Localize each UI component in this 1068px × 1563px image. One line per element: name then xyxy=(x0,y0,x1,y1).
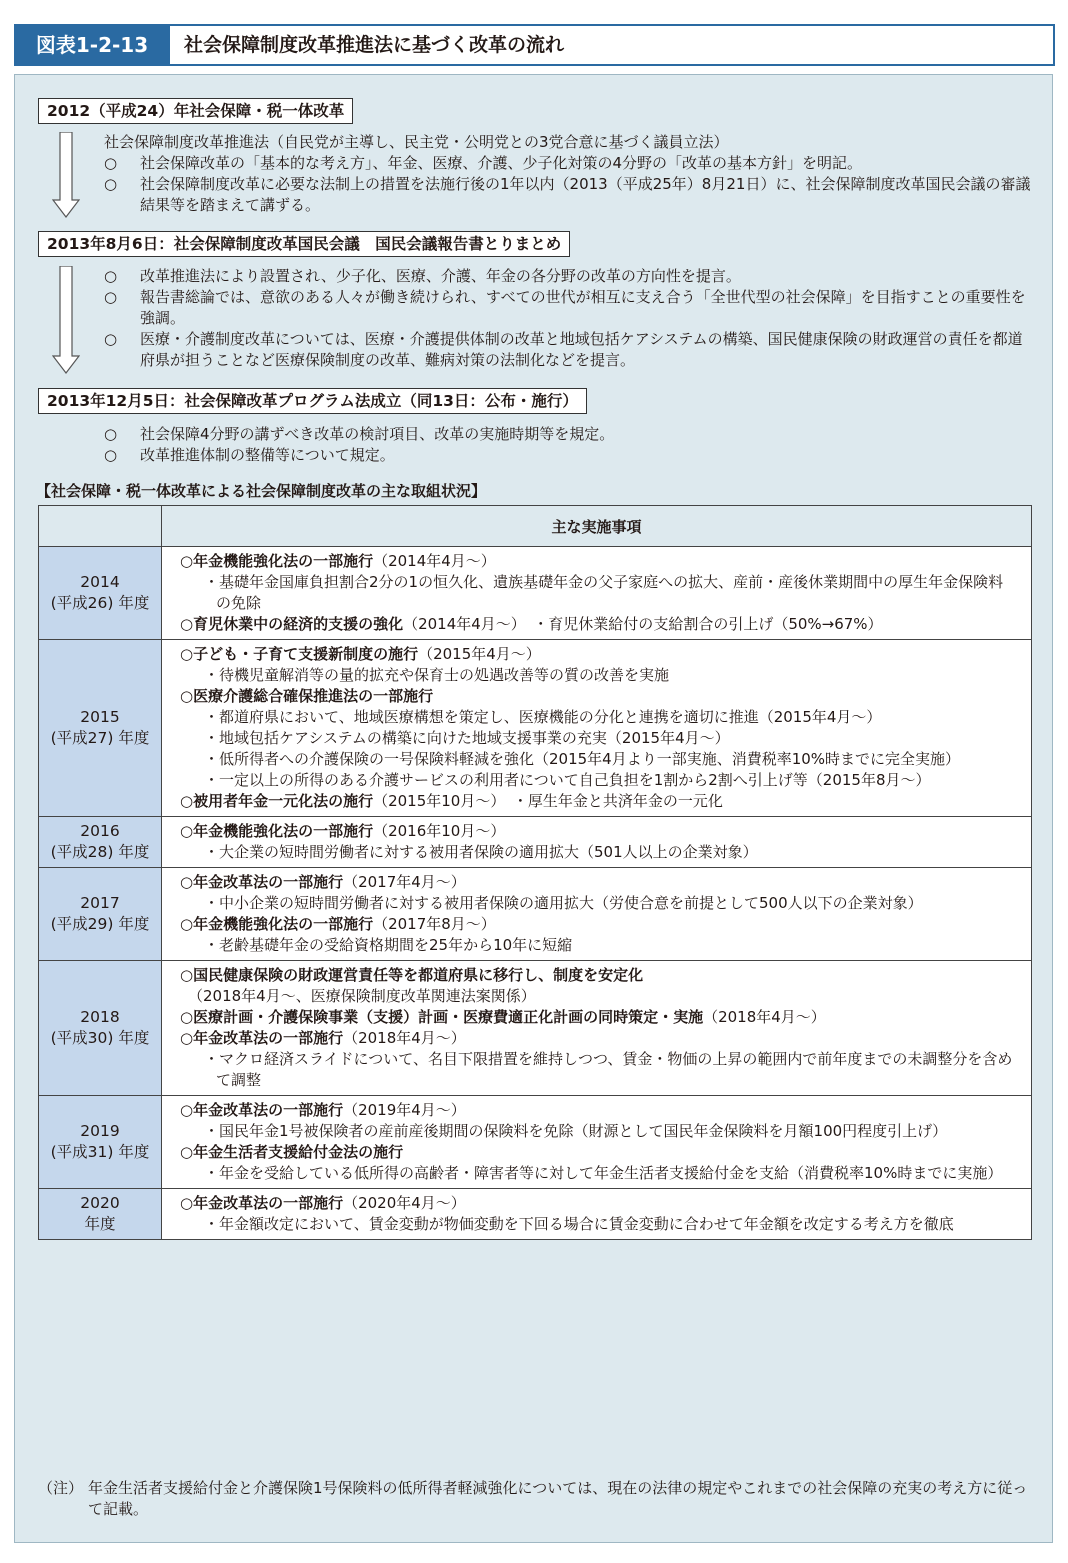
measure-title: ○医療計画・介護保険事業（支援）計画・医療費適正化計画の同時策定・実施 xyxy=(180,1008,704,1026)
measure-heading xyxy=(180,914,1013,935)
measure-heading xyxy=(180,1142,1013,1163)
list-item: ○ 報告書総論では、意欲のある人々が働き続けられ、すべての世代が相互に支え合う「全世代型の社会保障」を目指すことの重要性を強調。 xyxy=(104,288,1026,327)
measure-title: ○年金生活者支援給付金法の施行 xyxy=(180,1143,404,1161)
measure-title: ○年金改革法の一部施行 xyxy=(180,873,344,891)
measure-heading xyxy=(180,551,1013,572)
measure-detail: ・年金額改定において、賃金変動が物価変動を下回る場合に賃金変動に合わせて年金額を改定する考え方を徹底 xyxy=(204,1215,954,1233)
footnote-label: （注） xyxy=(38,1479,84,1497)
year-value: 2017 xyxy=(80,894,120,912)
measure-detail: ・一定以上の所得のある介護サービスの利用者について自己負担を1割から2割へ引上げ等（2015年8月〜） xyxy=(204,771,931,789)
measure-title: ○年金機能強化法の一部施行 xyxy=(180,552,374,570)
year-value: 2016 xyxy=(80,822,120,840)
implementation-cell xyxy=(162,1189,1032,1240)
era-label: (平成30) 年度 xyxy=(50,1029,150,1047)
era-label: (平成27) 年度 xyxy=(50,729,150,747)
measure-note: （2014年4月〜） xyxy=(373,552,496,570)
measure-title: ○被用者年金一元化法の施行 xyxy=(180,792,374,810)
down-arrow-icon xyxy=(52,132,80,218)
measure-note: （2020年4月〜） xyxy=(343,1194,466,1212)
year-cell xyxy=(39,640,162,817)
implementation-cell xyxy=(162,868,1032,961)
measure-note: （2018年4月〜） xyxy=(343,1029,466,1047)
stage-1-intro: 社会保障制度改革推進法（自民党が主導し、民主党・公明党との3党合意に基づく議員立法） xyxy=(104,133,729,151)
measure-note: （2015年10月〜） ・厚生年金と共済年金の一元化 xyxy=(373,792,723,810)
measure-title: ○国民健康保険の財政運営責任等を都道府県に移行し、制度を安定化 xyxy=(180,966,644,984)
list-item: ○ 社会保障改革の「基本的な考え方」、年金、医療、介護、少子化対策の4分野の「改革の基本方針」を明記。 xyxy=(104,154,863,172)
year-value: 2019 xyxy=(80,1122,120,1140)
measure-detail: ・低所得者への介護保険の一号保険料軽減を強化（2015年4月より一部実施、消費税率10%時までに完全実施） xyxy=(204,750,961,768)
figure-title: 社会保障制度改革推進法に基づく改革の流れ xyxy=(170,24,1055,66)
measure-detail: ・マクロ経済スライドについて、名目下限措置を維持しつつ、賃金・物価の上昇の範囲内で前年度までの未調整分を含めて調整 xyxy=(204,1050,1013,1089)
measure-note: （2015年4月〜） xyxy=(418,645,541,663)
measure-title: ○年金改革法の一部施行 xyxy=(180,1194,344,1212)
footnote xyxy=(38,1478,1034,1520)
measure-detail: ・地域包括ケアシステムの構築に向けた地域支援事業の充実（2015年4月〜） xyxy=(204,729,730,747)
year-cell xyxy=(39,961,162,1096)
down-arrow-icon xyxy=(52,266,80,374)
era-label: (平成29) 年度 xyxy=(50,915,150,933)
list-item: ○ 社会保障制度改革に必要な法制上の措置を法施行後の1年以内（2013（平成25年）8月21日）に、社会保障制度改革国民会議の審議結果等を踏まえて講ずる。 xyxy=(104,175,1031,214)
measure-heading xyxy=(180,1007,1013,1028)
table-row xyxy=(39,1189,1032,1240)
measure-heading xyxy=(180,1100,1013,1121)
measure-heading xyxy=(180,644,1013,665)
measure-title: ○子ども・子育て支援新制度の施行 xyxy=(180,645,419,663)
table-row xyxy=(39,1096,1032,1189)
table-body xyxy=(39,547,1032,1240)
year-cell xyxy=(39,868,162,961)
era-label: 年度 xyxy=(84,1215,116,1233)
table-row xyxy=(39,961,1032,1096)
measure-heading xyxy=(180,872,1013,893)
measure-title: ○年金機能強化法の一部施行 xyxy=(180,822,374,840)
footnote-text: 年金生活者支援給付金と介護保険1号保険料の低所得者軽減強化については、現在の法律の規定やこれまでの社会保障の充実の考え方に従って記載。 xyxy=(88,1479,1028,1518)
year-value: 2020 xyxy=(80,1194,120,1212)
measure-detail: （2018年4月〜、医療保険制度改革関連法案関係） xyxy=(188,987,536,1005)
measure-title: ○年金改革法の一部施行 xyxy=(180,1029,344,1047)
measure-heading xyxy=(180,791,1013,812)
era-label: (平成26) 年度 xyxy=(50,594,150,612)
list-item: ○ 改革推進体制の整備等について規定。 xyxy=(104,446,395,464)
measure-detail: ・中小企業の短時間労働者に対する被用者保険の適用拡大（労使合意を前提として500人以下の企業対象） xyxy=(204,894,923,912)
measure-heading xyxy=(180,1028,1013,1049)
measure-title: ○育児休業中の経済的支援の強化 xyxy=(180,615,404,633)
stage-label-2013-dec: 2013年12月5日：社会保障改革プログラム法成立（同13日：公布・施行） xyxy=(38,388,587,414)
stage-label-2012: 2012（平成24）年社会保障・税一体改革 xyxy=(38,98,353,124)
measure-detail: ・年金を受給している低所得の高齢者・障害者等に対して年金生活者支援給付金を支給（消費税率10%時までに実施） xyxy=(204,1164,1003,1182)
list-item: ○ 社会保障4分野の講ずべき改革の検討項目、改革の実施時期等を規定。 xyxy=(104,425,615,443)
section-heading: 【社会保障・税一体改革による社会保障制度改革の主な取組状況】 xyxy=(36,482,487,500)
stage-2-content xyxy=(104,266,1034,371)
implementation-cell xyxy=(162,547,1032,640)
era-label: (平成31) 年度 xyxy=(50,1143,150,1161)
measure-title: ○年金改革法の一部施行 xyxy=(180,1101,344,1119)
table-row xyxy=(39,868,1032,961)
column-header: 主な実施事項 xyxy=(162,506,1032,547)
measure-note: （2014年4月〜） ・育児休業給付の支給割合の引上げ（50%→67%） xyxy=(403,615,883,633)
year-header-cell xyxy=(39,506,162,547)
figure-number: 図表1-2-13 xyxy=(14,24,170,66)
list-item: ○ 医療・介護制度改革については、医療・介護提供体制の改革と地域包括ケアシステムの構築、国民健康保険の財政運営の責任を都道府県が担うことなど医療保険制度の改革、難病対策の法制化などを提言。 xyxy=(104,330,1023,369)
year-value: 2014 xyxy=(80,573,120,591)
measure-detail: ・大企業の短時間労働者に対する被用者保険の適用拡大（501人以上の企業対象） xyxy=(204,843,758,861)
year-cell xyxy=(39,547,162,640)
table-row xyxy=(39,640,1032,817)
implementation-cell xyxy=(162,961,1032,1096)
measure-note: （2019年4月〜） xyxy=(343,1101,466,1119)
initiatives-table xyxy=(38,505,1032,1240)
year-cell xyxy=(39,1189,162,1240)
figure-header xyxy=(14,24,1055,66)
implementation-cell xyxy=(162,640,1032,817)
measure-note: （2018年4月〜） xyxy=(703,1008,826,1026)
measure-detail: ・待機児童解消等の量的拡充や保育士の処遇改善等の質の改善を実施 xyxy=(204,666,670,684)
measure-heading xyxy=(180,614,1013,635)
table-header-row xyxy=(39,506,1032,547)
measure-heading xyxy=(180,821,1013,842)
table-row xyxy=(39,547,1032,640)
measure-heading xyxy=(180,1193,1013,1214)
implementation-cell xyxy=(162,817,1032,868)
list-item: ○ 改革推進法により設置され、少子化、医療、介護、年金の各分野の改革の方向性を提言。 xyxy=(104,267,741,285)
measure-title: ○年金機能強化法の一部施行 xyxy=(180,915,374,933)
measure-detail: ・老齢基礎年金の受給資格期間を25年から10年に短縮 xyxy=(204,936,573,954)
implementation-cell xyxy=(162,1096,1032,1189)
year-value: 2015 xyxy=(80,708,120,726)
year-cell xyxy=(39,1096,162,1189)
measure-detail: ・基礎年金国庫負担割合2分の1の恒久化、遺族基礎年金の父子家庭への拡大、産前・産後休業期間中の厚生年金保険料の免除 xyxy=(204,573,1004,612)
table-row xyxy=(39,817,1032,868)
year-cell xyxy=(39,817,162,868)
year-value: 2018 xyxy=(80,1008,120,1026)
measure-note: （2017年8月〜） xyxy=(373,915,496,933)
measure-title: ○医療介護総合確保推進法の一部施行 xyxy=(180,687,434,705)
era-label: (平成28) 年度 xyxy=(50,843,150,861)
measure-detail: ・国民年金1号被保険者の産前産後期間の保険料を免除（財源として国民年金保険料を月額100円程度引上げ） xyxy=(204,1122,948,1140)
stage-label-2013-aug: 2013年8月6日：社会保障制度改革国民会議 国民会議報告書とりまとめ xyxy=(38,231,570,257)
stage-3-content xyxy=(104,424,1034,466)
measure-heading xyxy=(180,686,1013,707)
measure-note: （2016年10月〜） xyxy=(373,822,506,840)
measure-heading xyxy=(180,965,1013,986)
stage-1-content xyxy=(104,132,1034,216)
measure-note: （2017年4月〜） xyxy=(343,873,466,891)
measure-detail: ・都道府県において、地域医療構想を策定し、医療機能の分化と連携を適切に推進（2015年4月〜） xyxy=(204,708,882,726)
